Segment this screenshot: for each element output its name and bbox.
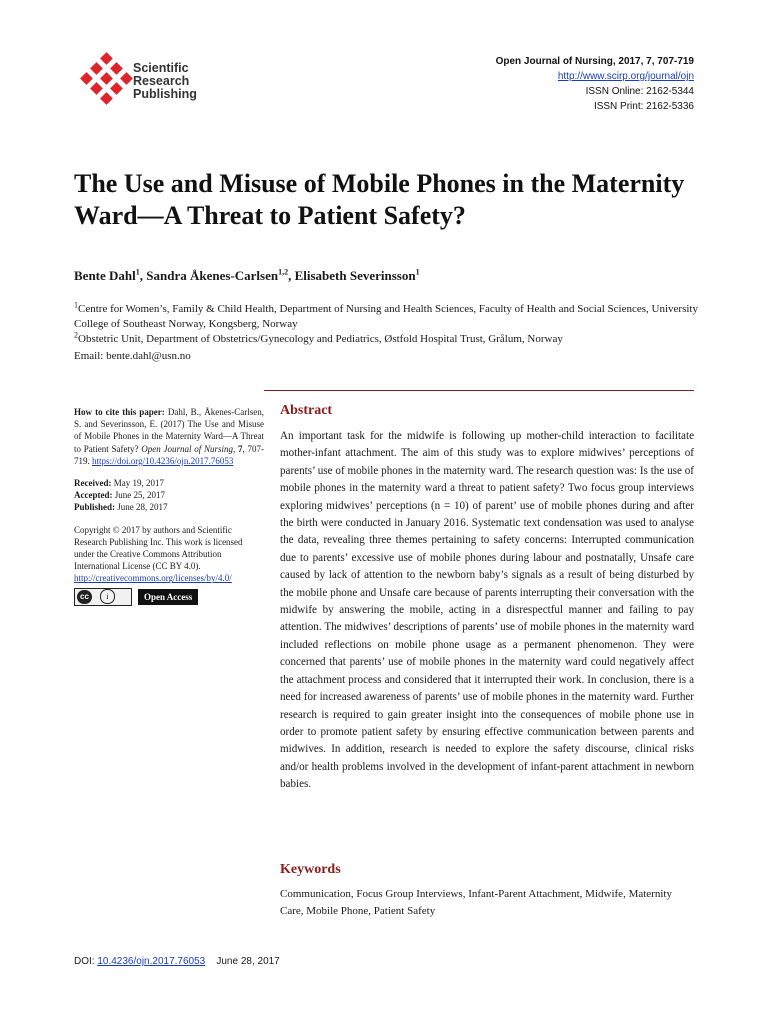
received-label: Received: (74, 478, 112, 489)
affiliation-item (74, 332, 704, 347)
paper-title: The Use and Misuse of Mobile Phones in the Maternity Ward—A Threat to Patient Safety? (74, 169, 685, 230)
cite-pages: , 707-719. (74, 443, 264, 466)
email-address: Email: bente.dahl@usn.no (74, 350, 191, 362)
keywords-text: Communication, Focus Group Interviews, Infant-Parent Attachment, Midwife, Maternity Care, Mobile Phone, Patient Safety (280, 888, 672, 917)
author-name: Bente Dahl (74, 268, 136, 283)
publisher-line: Scientific (133, 61, 189, 75)
cite-label: How to cite this paper: (74, 407, 165, 417)
sidebar (74, 406, 264, 606)
author-name: Sandra Åkenes-Carlsen (146, 268, 279, 283)
cite-doi-link[interactable]: https://doi.org/10.4236/ojn.2017.76053 (92, 455, 234, 466)
received-date: May 19, 2017 (113, 478, 164, 489)
divider (264, 390, 694, 391)
citation-block: How to cite this paper: Dahl, B., Åkenes-Carlsen, S. and Severinsson, E. (2017) The Use and Misuse of Mobile Phones in the Maternity Ward—A Threat to Patient Safety? Open Journal of Nursing, 7, 707-719. https://doi.org/10.4236/ojn.2017.76053 (74, 407, 264, 466)
cite-volume: 7 (238, 443, 243, 454)
author-sup: 1 (135, 267, 140, 277)
dates-block (74, 477, 264, 514)
author-sup: 1,2 (278, 267, 289, 277)
copyright-text: Copyright © 2017 by authors and Scientific Research Publishing Inc. This work is licensed under the Creative Commons Attribution International License (CC BY 4.0). (74, 524, 243, 572)
footer (74, 956, 280, 967)
cc-icon: cc (77, 590, 92, 604)
abstract-heading: Abstract (280, 403, 333, 418)
cc-by-badge[interactable] (74, 588, 132, 606)
doi-link[interactable]: 10.4236/ojn.2017.76053 (97, 956, 206, 967)
affiliation-text: Obstetric Unit, Department of Obstetrics/Gynecology and Pediatrics, Østfold Hospital Trust, Grålum, Norway (78, 333, 563, 345)
doi-label: DOI: (74, 956, 95, 967)
journal-line: Open Journal of Nursing, 2017, 7, 707-719 (495, 56, 694, 67)
accepted-label: Accepted: (74, 490, 113, 501)
license-link[interactable]: http://creativecommons.org/licenses/by/4.0/ (74, 573, 232, 584)
issn-print: ISSN Print: 2162-5336 (593, 101, 694, 112)
author-list: Bente Dahl$^1$, Sandra Åkenes-Carlsen$^{1,2}$, Elisabeth Severinsson$^1$ (74, 267, 420, 283)
affiliation-sup: 1 (74, 300, 78, 310)
footer-date: June 28, 2017 (216, 956, 280, 967)
abstract-text: An important task for the midwife is following up mother-child interaction to facilitate mother-infant attachment. The aim of this study was to explore midwives’ perceptions of parents’ use of mobile phones in the maternity ward. The research question was: Is the use of mobile phones in the maternity ward a threat to patient safety? Two focus group interviews exploring midwives’ perceptions (n = 10) of parent’ use of mobile phones during and after the birth were conducted in January 2016. Systematic text condensation was used to analyse the data, revealing three themes pertaining to safety concerns: Interrupted communication due to parents’ excessive use of mobile phones during labour and postnatally, Unsafe care caused by lack of attention to the newborn baby’s signals as a result of being disturbed by the mobile phone and Unsafe care because of parents interrupting their conversation with the midwife by answering the mobile, acting in a disrespectful manner and failing to pay attention. The midwives’ descriptions of parents’ use of mobile phones in the maternity ward included reflections on mobile phone usage as a permanent phenomenon. They were concerned that parents’ use of mobile phones in the maternity ward could negatively affect the attachment process and considered that it interrupted their work. In conclusion, there is a need for increased awareness of parents’ use of mobile phones in the maternity ward. Further research is required to gain greater insight into the consequences of mobile phone use in order to promote patient safety by ensuring effective communication between parents and midwives. In addition, research is needed to explore the safety discourse, clinical risks and/or health problems involved in the development of infant-parent attachment in newborn babies. (280, 430, 694, 791)
published-label: Published: (74, 502, 116, 513)
published-date: June 28, 2017 (117, 502, 168, 513)
cite-journal: Open Journal of Nursing (141, 443, 233, 454)
journal-info (496, 54, 694, 114)
author-sup: 1 (415, 267, 420, 277)
affiliation-text: Centre for Women’s, Family & Child Health, Department of Nursing and Health Sciences, Faculty of Health and Social Sciences, University College of Southeast Norway, Kongsberg, Norway (74, 303, 698, 330)
issn-online: ISSN Online: 2162-5344 (585, 86, 694, 97)
license-badges (74, 588, 264, 606)
accepted-date: June 25, 2017 (114, 490, 165, 501)
keywords-heading: Keywords (280, 862, 341, 877)
cite-text: Dahl, B., Åkenes-Carlsen, S. and Severinsson, E. (2017) The Use and Misuse of Mobile Phones in the Maternity Ward—A Threat to Patient Safety? (74, 407, 264, 454)
journal-url-link[interactable]: http://www.scirp.org/journal/ojn (557, 71, 694, 82)
publisher-line: Research (133, 74, 190, 88)
author-name: Elisabeth Severinsson (294, 268, 416, 283)
affiliations (74, 302, 704, 347)
affiliation-item (74, 302, 704, 332)
attribution-icon: i (100, 589, 115, 604)
affiliation-sup: 2 (74, 330, 78, 340)
publisher-name (133, 62, 197, 101)
open-access-badge: Open Access (138, 589, 198, 605)
copyright-block (74, 524, 264, 606)
publisher-line: Publishing (133, 87, 197, 101)
